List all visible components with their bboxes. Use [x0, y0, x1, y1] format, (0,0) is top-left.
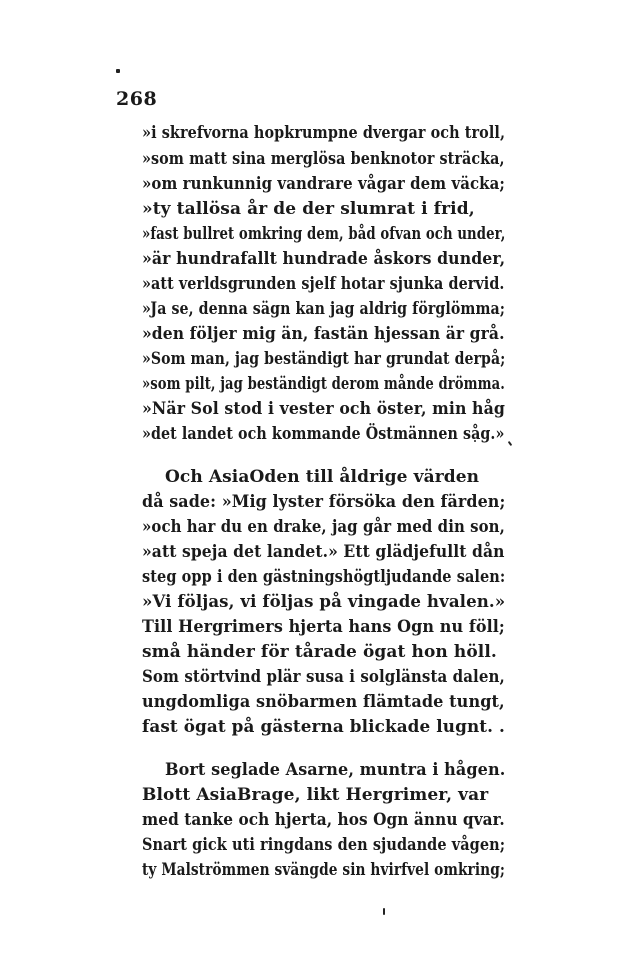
verse-line: Till Hergrimers hjerta hans Ogn nu föll;: [142, 617, 505, 637]
verse-line: »Vi följas, vi följas på vingade hvalen.»: [142, 592, 506, 612]
verse-line: Snart gick uti ringdans den sjudande vågen;: [142, 835, 506, 855]
verse-line: »fast bullret omkring dem, båd ofvan och under,: [142, 224, 506, 244]
verse-line: »i skrefvorna hopkrumpne dvergar och troll,: [142, 123, 506, 143]
verse-line: steg opp i den gästningshögtljudande salen:: [142, 567, 506, 587]
verse-line: »om runkunnig vandrare vågar dem väcka;: [142, 174, 505, 194]
verse-line: »ty tallösa år de der slumrat i frid,: [142, 199, 475, 219]
verse-line: små händer för tårade ögat hon höll.: [142, 642, 497, 662]
page-number: 268: [116, 88, 158, 110]
verse-line: »och har du en drake, jag går med din son,: [142, 517, 505, 537]
verse-line: ungdomliga snöbarmen flämtade tungt,: [142, 692, 505, 712]
verse-line: »att verldsgrunden sjelf hotar sjunka dervid.: [142, 274, 505, 294]
verse-line: med tanke och hjerta, hos Ogn ännu qvar.: [142, 810, 505, 830]
verse-line: Och AsiaOden till åldrige värden: [165, 467, 480, 487]
verse-line: då sade: »Mig lyster försöka den färden;: [142, 492, 506, 512]
verse-line: »Ja se, denna sägn kan jag aldrig förglömma;: [142, 299, 506, 319]
ink-speck: [508, 441, 513, 446]
ink-speck: [116, 69, 120, 73]
verse-line: »som matt sina merglösa benknotor sträcka,: [142, 149, 505, 169]
verse-line: »Som man, jag beständigt har grundat derpå;: [142, 349, 506, 369]
verse-line: »som pilt, jag beständigt derom månde drömma.: [142, 374, 505, 394]
verse-line: »att speja det landet.» Ett glädjefullt dån: [142, 542, 505, 562]
verse-line: »är hundrafallt hundrade åskors dunder,: [142, 249, 506, 269]
verse-line: fast ögat på gästerna blickade lugnt. .: [142, 717, 506, 737]
verse-line: ty Malströmmen svängde sin hvirfvel omkring;: [142, 860, 506, 880]
verse-line: Bort seglade Asarne, muntra i hågen.: [165, 760, 506, 780]
ink-speck: [383, 908, 385, 915]
verse-line: »det landet och kommande Östmännen såg.»: [142, 424, 505, 444]
verse-line: »den följer mig än, fastän hjessan är grå.: [142, 324, 505, 344]
verse-line: Blott AsiaBrage, likt Hergrimer, var: [142, 785, 489, 805]
verse-line: »När Sol stod i vester och öster, min håg: [142, 399, 505, 419]
verse-line: Som störtvind plär susa i solglänsta dalen,: [142, 667, 505, 687]
